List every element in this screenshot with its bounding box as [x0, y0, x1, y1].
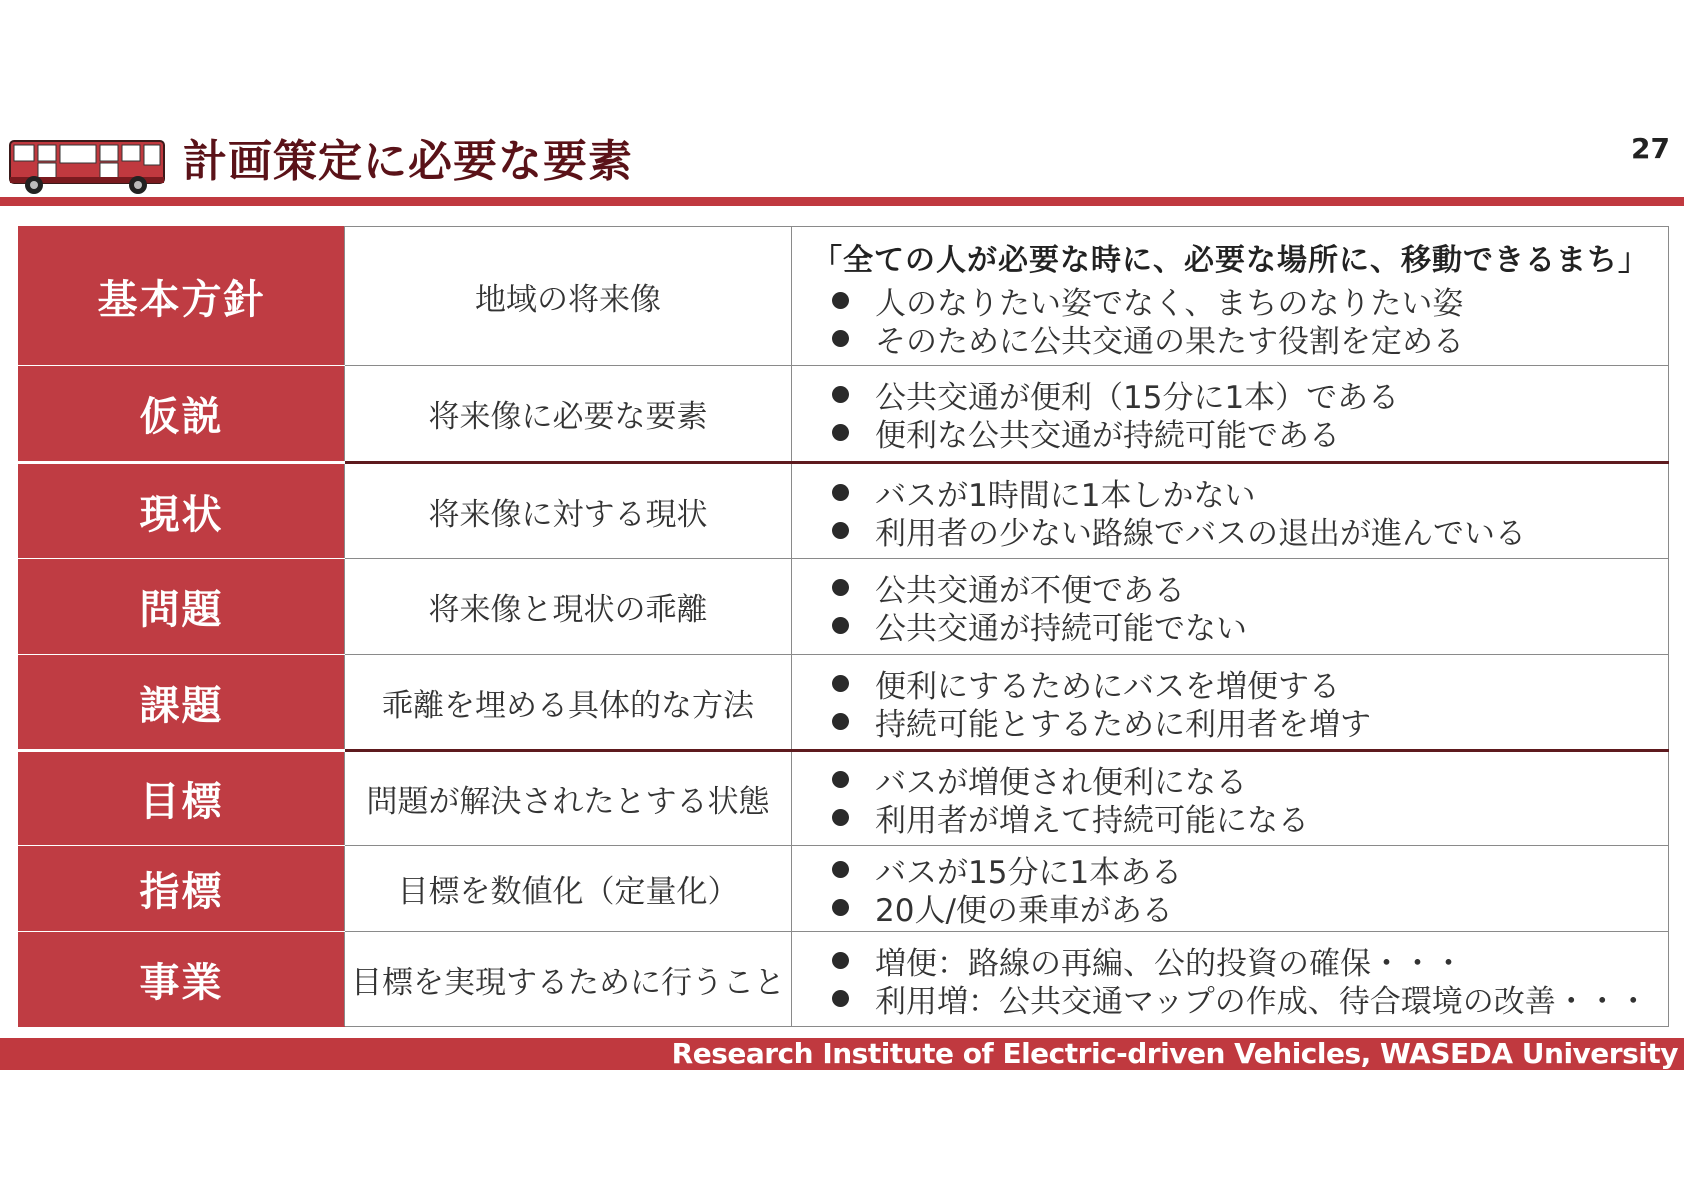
row-details — [792, 751, 1669, 846]
bullet-icon — [832, 713, 849, 730]
page-title: 計画策定に必要な要素 — [183, 136, 633, 187]
row-meaning: 将来像に対する現状 — [345, 463, 792, 559]
bullet-item: 公共交通が便利（15分に1本）である — [832, 376, 1668, 414]
row-meaning: 将来像に必要な要素 — [345, 366, 792, 463]
bullet-icon — [832, 675, 849, 692]
table-row — [19, 227, 1669, 366]
bullet-icon — [832, 484, 849, 501]
bullet-item: 持続可能とするために利用者を増す — [832, 702, 1668, 740]
bullet-icon — [832, 292, 849, 309]
table-row — [19, 655, 1669, 751]
table-row — [19, 559, 1669, 655]
row-details — [792, 846, 1669, 932]
row-details — [792, 559, 1669, 655]
row-label: 目標 — [19, 751, 345, 846]
vision-motto: 「全ての人が必要な時に、必要な場所に、移動できるまち」 — [812, 243, 1649, 278]
bullet-icon — [832, 330, 849, 347]
row-meaning: 将来像と現状の乖離 — [345, 559, 792, 655]
row-meaning: 目標を数値化（定量化） — [345, 846, 792, 932]
bullet-item: 便利にするためにバスを増便する — [832, 664, 1668, 702]
bullet-item: 人のなりたい姿でなく、まちのなりたい姿 — [832, 281, 1668, 319]
bullet-icon — [832, 899, 849, 916]
row-meaning: 乖離を埋める具体的な方法 — [345, 655, 792, 751]
bullet-icon — [832, 952, 849, 969]
bullet-item: バスが15分に1本ある — [832, 851, 1668, 889]
row-details — [792, 366, 1669, 463]
bullet-icon — [832, 617, 849, 634]
bullet-item: 公共交通が不便である — [832, 569, 1668, 607]
bullet-item: 利用者の少ない路線でバスの退出が進んでいる — [832, 511, 1668, 549]
footer-bar — [0, 1038, 1684, 1070]
bullet-item: 公共交通が持続可能でない — [832, 607, 1668, 645]
row-meaning: 目標を実現するために行うこと — [345, 932, 792, 1027]
table-row — [19, 846, 1669, 932]
bullet-icon — [832, 386, 849, 403]
header-rule — [0, 197, 1684, 206]
bus-icon — [8, 133, 168, 197]
bullet-icon — [832, 424, 849, 441]
row-label: 問題 — [19, 559, 345, 655]
footer-affiliation: Research Institute of Electric-driven Vehicles, WASEDA University — [671, 1037, 1678, 1070]
bullet-item: 便利な公共交通が持続可能である — [832, 414, 1668, 452]
bullet-item: 増便：路線の再編、公的投資の確保・・・ — [832, 941, 1668, 979]
page-number: 27 — [1631, 132, 1670, 165]
row-meaning: 地域の将来像 — [345, 227, 792, 366]
row-label: 指標 — [19, 846, 345, 932]
bullet-icon — [832, 522, 849, 539]
row-details — [792, 463, 1669, 559]
row-label: 事業 — [19, 932, 345, 1027]
row-label: 基本方針 — [19, 227, 345, 366]
row-label: 現状 — [19, 463, 345, 559]
row-details — [792, 655, 1669, 751]
bullet-icon — [832, 990, 849, 1007]
row-label: 課題 — [19, 655, 345, 751]
bullet-item: そのために公共交通の果たす役割を定める — [832, 319, 1668, 357]
bullet-item: バスが1時間に1本しかない — [832, 473, 1668, 511]
bullet-item: バスが増便され便利になる — [832, 761, 1668, 799]
bullet-item: 20人/便の乗車がある — [832, 889, 1668, 927]
row-details — [792, 932, 1669, 1027]
table-row — [19, 463, 1669, 559]
row-label: 仮説 — [19, 366, 345, 463]
row-details — [792, 227, 1669, 366]
table-row — [19, 366, 1669, 463]
bullet-item: 利用増：公共交通マップの作成、待合環境の改善・・・ — [832, 979, 1668, 1017]
bullet-icon — [832, 809, 849, 826]
bullet-icon — [832, 579, 849, 596]
planning-elements-table — [18, 226, 1669, 1027]
bullet-icon — [832, 861, 849, 878]
table-row — [19, 751, 1669, 846]
bullet-icon — [832, 771, 849, 788]
bullet-item: 利用者が増えて持続可能になる — [832, 799, 1668, 837]
row-meaning: 問題が解決されたとする状態 — [345, 751, 792, 846]
table-row — [19, 932, 1669, 1027]
